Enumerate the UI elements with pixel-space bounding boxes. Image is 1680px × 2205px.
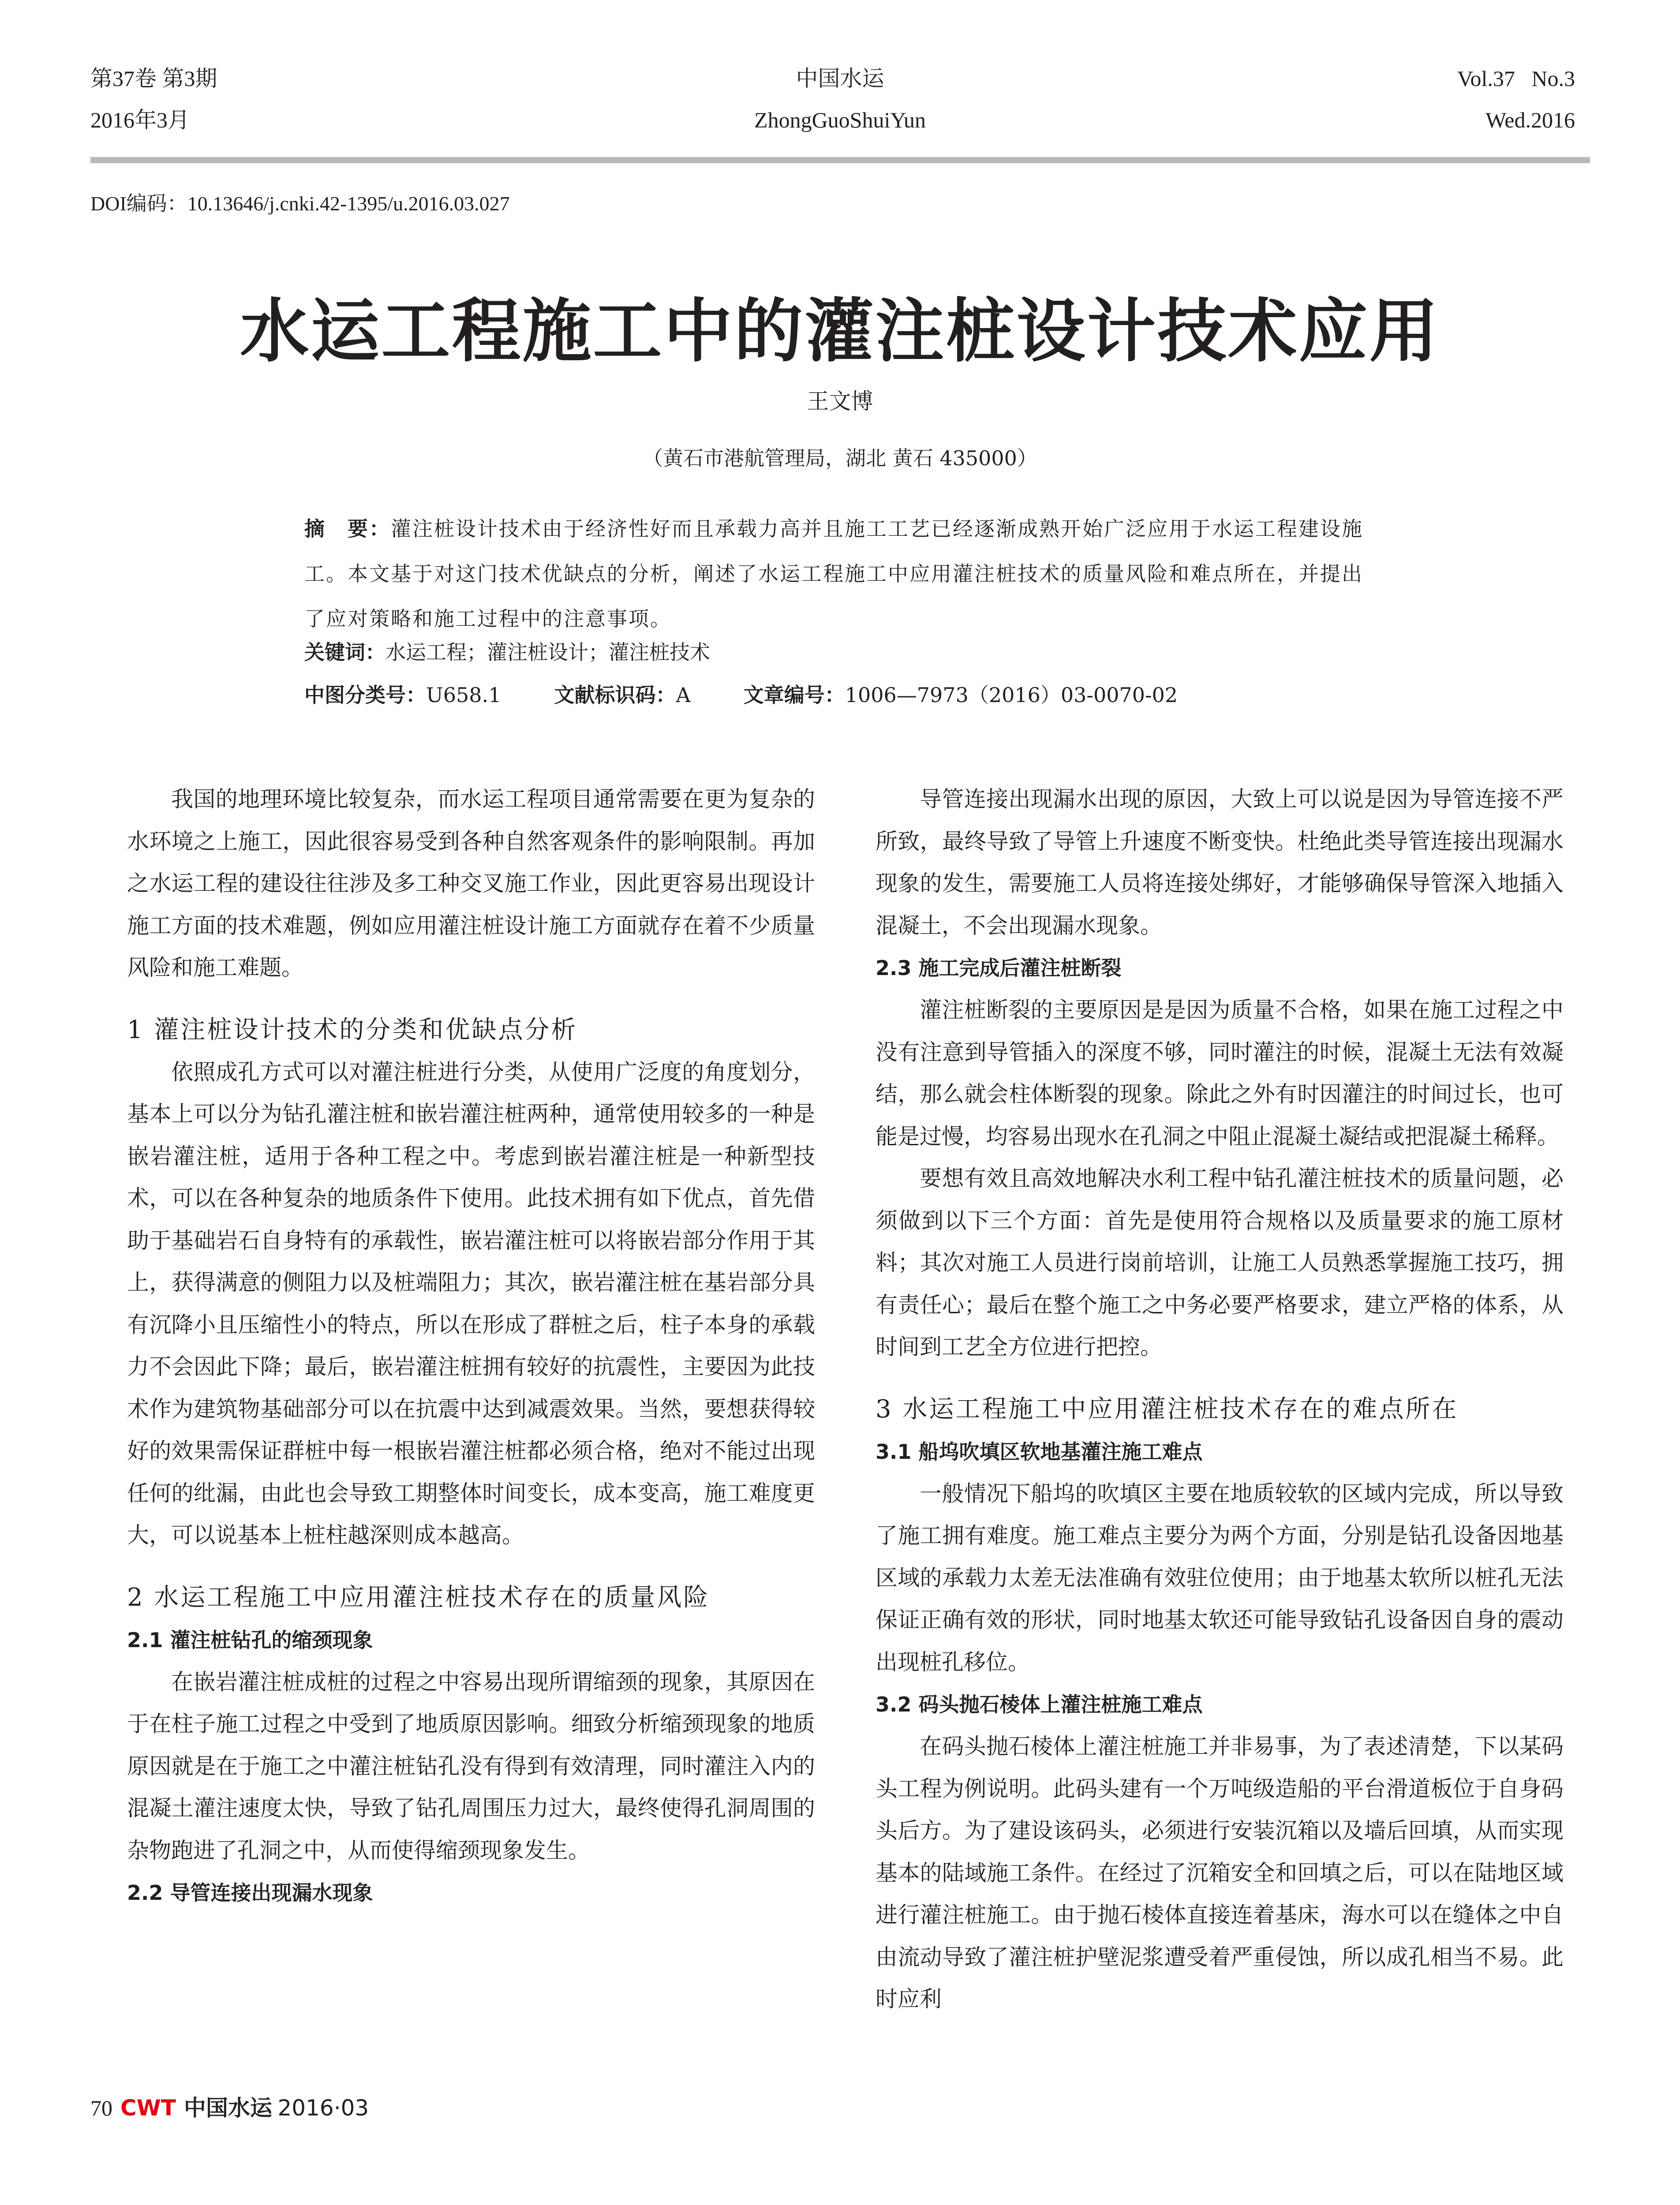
abstract bbox=[304, 506, 1381, 641]
section-2-3-heading: 2.3 施工完成后灌注桩断裂 bbox=[876, 956, 1122, 980]
doccode-label: 文献标识码： bbox=[554, 683, 676, 707]
article-no-value: 1006—7973（2016）03-0070-02 bbox=[845, 683, 1178, 707]
section-2-heading: 2 水运工程施工中应用灌注桩技术存在的质量风险 bbox=[127, 1583, 710, 1612]
doccode-value: A bbox=[676, 683, 691, 707]
section-3-heading: 3 水运工程施工中应用灌注桩技术存在的难点所在 bbox=[876, 1394, 1459, 1424]
cwt-logo: CWT bbox=[120, 2095, 176, 2121]
section-2-3-paragraph-b: 要想有效且高效地解决水利工程中钻孔灌注桩技术的质量问题，必须做到以下三个方面：首先是使用符合规格以及质量要求的施工原材料；其次对施工人员进行岗前培训，让施工人员熟悉掌握施工技巧，拥有责任心；最后在整个施工之中务必要严格要求，建立严格的体系，从时间到工艺全方位进行把控。 bbox=[876, 1166, 1564, 1360]
column-right bbox=[876, 778, 1564, 2021]
abstract-text: 灌注桩设计技术由于经济性好而且承载力高并且施工工艺已经逐渐成熟开始广泛应用于水运工程建设施工。本文基于对这门技术优缺点的分析，阐述了水运工程施工中应用灌注桩技术的质量风险和难点所在，并提出了应对策略和施工过程中的注意事项。 bbox=[304, 517, 1363, 631]
page-number: 70 bbox=[90, 2096, 112, 2120]
keywords-text: 水运工程；灌注桩设计；灌注桩技术 bbox=[385, 640, 710, 664]
section-2-2-paragraph: 导管连接出现漏水出现的原因，大致上可以说是因为导管连接不严所致，最终导致了导管上升速度不断变快。杜绝此类导管连接出现漏水现象的发生，需要施工人员将连接处绑好，才能够确保导管深入地插入混凝土，不会出现漏水现象。 bbox=[876, 786, 1564, 938]
section-1-heading: 1 灌注桩设计技术的分类和优缺点分析 bbox=[127, 1015, 578, 1044]
section-2-2-heading: 2.2 导管连接出现漏水现象 bbox=[127, 1881, 373, 1905]
section-3-1-heading: 3.1 船坞吹填区软地基灌注施工难点 bbox=[876, 1439, 1203, 1464]
section-3-1-paragraph: 一般情况下船坞的吹填区主要在地质较软的区域内完成，所以导致了施工拥有难度。施工难点主要分为两个方面，分别是钻孔设备因地基区域的承载力太差无法准确有效驻位使用；由于地基太软所以桩孔无法保证正确有效的形状，同时地基太软还可能导致钻孔设备因自身的震动出现桩孔移位。 bbox=[876, 1480, 1564, 1675]
author: 王文博 bbox=[807, 389, 873, 414]
section-2-1-heading: 2.1 灌注桩钻孔的缩颈现象 bbox=[127, 1628, 373, 1652]
header-rule bbox=[90, 157, 1590, 163]
keywords-label: 关键词： bbox=[304, 640, 385, 664]
classification bbox=[304, 679, 1178, 708]
section-1-paragraph: 依照成孔方式可以对灌注桩进行分类，从使用广泛度的角度划分，基本上可以分为钻孔灌注桩和嵌岩灌注桩两种，通常使用较多的一种是嵌岩灌注桩，适用于各种工程之中。考虑到嵌岩灌注桩是一种新型技术，可以在各种复杂的地质条件下使用。此技术拥有如下优点，首先借助于基础岩石自身特有的承载性，嵌岩灌注桩可以将嵌岩部分作用于其上，获得满意的侧阻力以及桩端阻力；其次，嵌岩灌注桩在基岩部分具有沉降小且压缩性小的特点，所以在形成了群桩之后，柱子本身的承载力不会因此下降；最后，嵌岩灌注桩拥有较好的抗震性，主要因为此技术作为建筑物基础部分可以在抗震中达到减震效果。当然，要想获得较好的效果需保证群桩中每一根嵌岩灌注桩都必须合格，绝对不能过出现任何的纰漏，由此也会导致工期整体时间变长，成本变高，施工难度更大，可以说基本上桩柱越深则成本越高。 bbox=[127, 1059, 815, 1548]
column-left bbox=[127, 778, 815, 1914]
affiliation: （黄石市港航管理局，湖北 黄石 435000） bbox=[643, 446, 1037, 470]
abstract-label: 摘 要： bbox=[304, 517, 391, 541]
header-journal-en: ZhongGuoShuiYun bbox=[754, 108, 926, 132]
header-volume-en: Vol.37 No.3 bbox=[1457, 66, 1575, 91]
class-value: U658.1 bbox=[426, 683, 501, 707]
header-date-en: Wed.2016 bbox=[1485, 108, 1575, 132]
doi: DOI编码：10.13646/j.cnki.42-1395/u.2016.03.027 bbox=[90, 192, 510, 215]
keywords bbox=[304, 636, 710, 665]
class-label: 中图分类号： bbox=[304, 683, 426, 707]
header-journal-cn: 中国水运 bbox=[796, 66, 884, 91]
intro-paragraph: 我国的地理环境比较复杂，而水运工程项目通常需要在更为复杂的水环境之上施工，因此很容易受到各种自然客观条件的影响限制。再加之水运工程的建设往往涉及多工种交叉施工作业，因此更容易出现设计施工方面的技术难题，例如应用灌注桩设计施工方面就存在着不少质量风险和施工难题。 bbox=[127, 786, 815, 980]
article-no-label: 文章编号： bbox=[743, 683, 845, 707]
section-3-2-paragraph: 在码头抛石棱体上灌注桩施工并非易事，为了表述清楚，下以某码头工程为例说明。此码头建有一个万吨级造船的平台滑道板位于自身码头后方。为了建设该码头，必须进行安装沉箱以及墙后回填，从而实现基本的陆域施工条件。在经过了沉箱安全和回填之后，可以在陆地区域进行灌注桩施工。由于抛石棱体直接连着基床，海水可以在缝体之中自由流动导致了灌注桩护壁泥浆遭受着严重侵蚀，所以成孔相当不易。此时应利 bbox=[876, 1734, 1564, 2012]
section-3-2-heading: 3.2 码头抛石棱体上灌注桩施工难点 bbox=[876, 1693, 1203, 1716]
header-date: 2016年3月 bbox=[90, 108, 190, 132]
footer-issue: 2016·03 bbox=[277, 2095, 369, 2121]
section-2-1-paragraph: 在嵌岩灌注桩成桩的过程之中容易出现所谓缩颈的现象，其原因在于在柱子施工过程之中受到了地质原因影响。细致分析缩颈现象的地质原因就是在于施工之中灌注桩钻孔没有得到有效清理，同时灌注入内的混凝土灌注速度太快，导致了钻孔周围压力过大，最终使得孔洞周围的杂物跑进了孔洞之中，从而使得缩颈现象发生。 bbox=[127, 1669, 815, 1863]
article-title: 水运工程施工中的灌注桩设计技术应用 bbox=[240, 291, 1440, 371]
page-footer bbox=[90, 2090, 369, 2122]
section-2-3-paragraph-a: 灌注桩断裂的主要原因是是因为质量不合格，如果在施工过程之中没有注意到导管插入的深度不够，同时灌注的时候，混凝土无法有效凝结，那么就会柱体断裂的现象。除此之外有时因灌注的时间过长，也可能是过慢，均容易出现水在孔洞之中阻止混凝土凝结或把混凝土稀释。 bbox=[876, 997, 1564, 1149]
header-volume: 第37卷 第3期 bbox=[90, 66, 217, 91]
footer-magazine: 中国水运 bbox=[183, 2095, 272, 2121]
